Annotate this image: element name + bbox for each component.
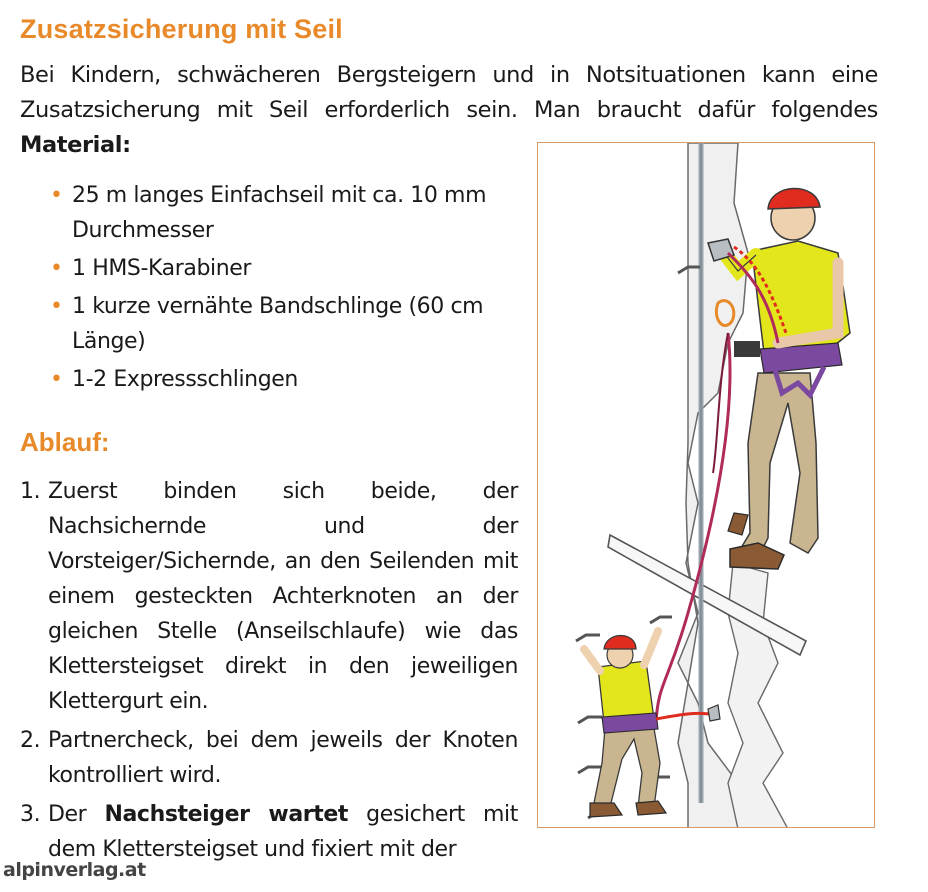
publisher-footer: alpinverlag.at: [3, 859, 146, 881]
step-text-post: gesichert mit dem Klettersteigset und fixiert mit der: [48, 802, 518, 862]
page-title: Zusatzsicherung mit Seil: [20, 14, 343, 44]
step-number: 1.: [20, 479, 41, 504]
step-text-pre: Der: [48, 802, 105, 827]
bullet-icon: •: [50, 367, 63, 392]
step-item: [20, 723, 518, 793]
upper-climber-helmet: [768, 188, 820, 209]
material-item-text: 1 kurze vernähte Bandschlinge (60 cm Länge): [72, 294, 484, 354]
procedure-heading: Ablauf:: [20, 427, 110, 457]
upper-climber-pants: [738, 373, 818, 558]
step-number: 3.: [20, 802, 41, 827]
rock-wall-lower: [728, 563, 788, 828]
step-text: Partnercheck, bei dem jeweils der Knoten kontrolliert wird.: [48, 728, 518, 788]
lower-climber-harness: [602, 713, 658, 733]
upper-climber-boot: [730, 543, 784, 569]
intro-text: Bei Kindern, schwächeren Bergsteigern und in Notsituationen kann eine Zusatzsicherung mit Seil erforderlich sein. Man braucht dafür folgendes: [20, 62, 878, 123]
list-item: [46, 362, 522, 397]
intro-material-label: Material:: [20, 132, 131, 158]
list-item: [46, 251, 522, 286]
material-item-text: 1-2 Expressschlingen: [72, 367, 298, 392]
bullet-icon: •: [50, 256, 63, 281]
step-text: Zuerst binden sich beide, der Nachsichernde und der Vorsteiger/Sichernde, an den Seilenden mit einem gesteckten Achterknoten an der gleichen Stelle (Anseilschlaufe) wie das Klettersteigset direkt in den jeweiligen Klettergurt ein.: [48, 479, 518, 714]
climbing-illustration: [537, 142, 875, 828]
procedure-steps: [20, 474, 518, 871]
lower-climber-helmet: [604, 636, 636, 650]
bullet-icon: •: [50, 183, 63, 208]
material-item-text: 1 HMS-Karabiner: [72, 256, 252, 281]
material-list: [46, 178, 522, 400]
step-item: [20, 474, 518, 719]
list-item: [46, 289, 522, 359]
list-item: [46, 178, 522, 248]
step-item: [20, 797, 518, 867]
bullet-icon: •: [50, 294, 63, 319]
illustration-svg: [538, 143, 875, 828]
step-number: 2.: [20, 728, 41, 753]
material-item-text: 25 m langes Einfachseil mit ca. 10 mm Durchmesser: [72, 183, 487, 243]
step-text-bold: Nachsteiger wartet: [104, 802, 349, 827]
